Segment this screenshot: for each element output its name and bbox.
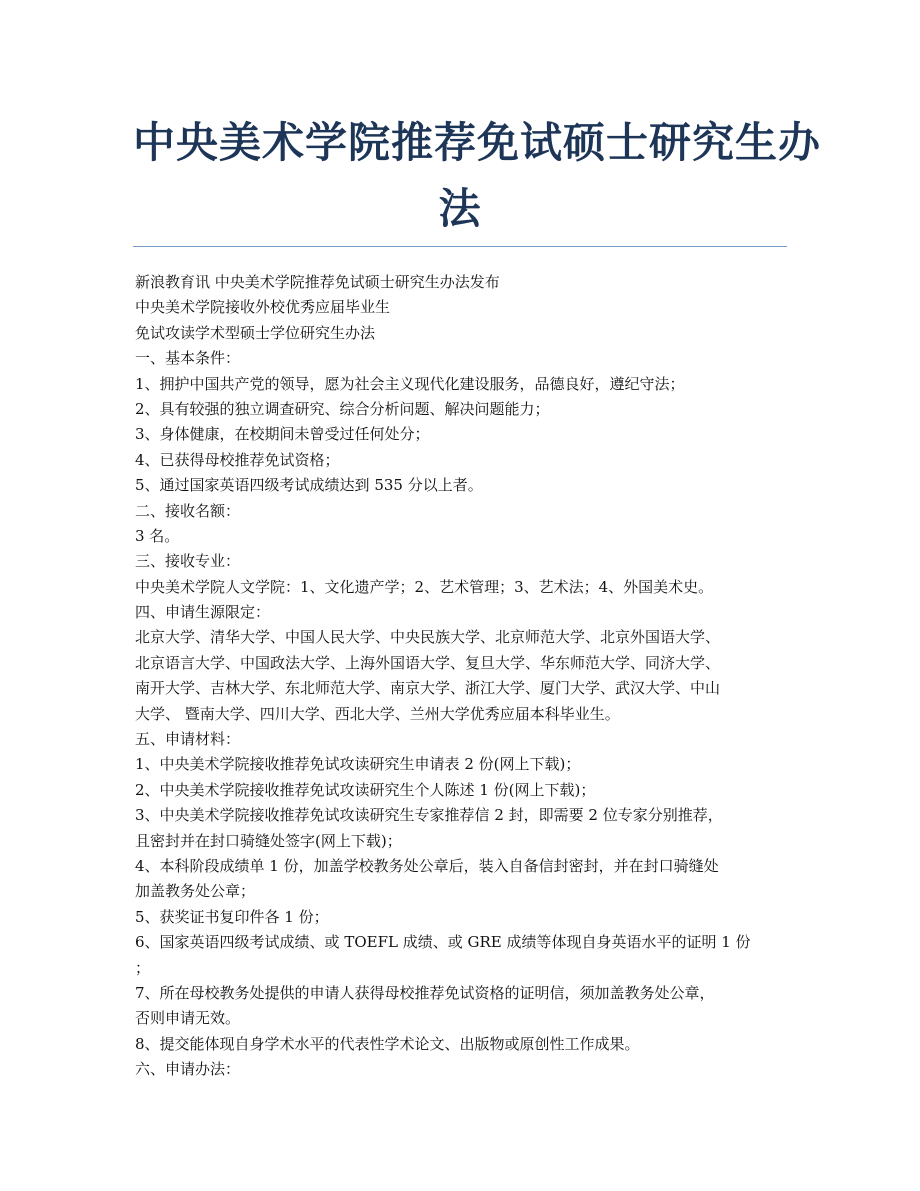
- body-line: 4、已获得母校推荐免试资格；: [135, 450, 340, 469]
- body-line: 免试攻读学术型硕士学位研究生办法: [135, 323, 376, 342]
- body-line: 北京语言大学、中国政法大学、上海外国语大学、复旦大学、华东师范大学、同济大学、: [135, 653, 721, 672]
- body-line: 南开大学、吉林大学、东北师范大学、南京大学、浙江大学、厦门大学、武汉大学、中山: [135, 679, 721, 698]
- body-line: 2、具有较强的独立调查研究、综合分析问题、解决问题能力；: [135, 399, 550, 418]
- body-line: 中央美术学院人文学院：1、文化遗产学；2、艺术管理；3、艺术法；4、外国美术史。: [135, 577, 714, 596]
- body-line: 1、中央美术学院接收推荐免试攻读研究生申请表 2 份(网上下载)；: [135, 755, 581, 774]
- document-body: [135, 270, 787, 1083]
- body-line: 加盖教务处公章；: [135, 882, 256, 901]
- section-heading: 六、申请办法：: [135, 1060, 241, 1079]
- body-line: 新浪教育讯 中央美术学院推荐免试硕士研究生办法发布: [135, 273, 500, 291]
- document-title: [133, 110, 822, 242]
- body-line: 8、提交能体现自身学术水平的代表性学术论文、出版物或原创性工作成果。: [135, 1034, 640, 1053]
- body-line: 3 名。: [135, 526, 180, 545]
- section-heading: 一、基本条件：: [135, 349, 241, 368]
- body-line: 3、身体健康，在校期间未曾受过任何处分；: [135, 425, 430, 444]
- body-line: 北京大学、清华大学、中国人民大学、中央民族大学、北京师范大学、北京外国语大学、: [135, 628, 721, 647]
- body-line: 5、通过国家英语四级考试成绩达到 535 分以上者。: [135, 476, 483, 495]
- title-line-2: 法: [438, 184, 482, 233]
- body-line: 5、获奖证书复印件各 1 份；: [135, 907, 329, 926]
- body-line: 6、国家英语四级考试成绩、或 TOEFL 成绩、或 GRE 成绩等体现自身英语水平的证明 1 份: [135, 933, 751, 952]
- body-line: 大学、 暨南大学、四川大学、西北大学、兰州大学优秀应届本科毕业生。: [135, 704, 620, 723]
- body-line: 否则申请无效。: [135, 1009, 241, 1028]
- title-divider: [133, 246, 787, 247]
- body-line: 4、本科阶段成绩单 1 份，加盖学校教务处公章后，装入自备信封密封，并在封口骑缝处: [135, 856, 719, 875]
- section-heading: 二、接收名额：: [135, 501, 241, 520]
- body-line: 中央美术学院接收外校优秀应届毕业生: [135, 298, 391, 317]
- body-line: 3、中央美术学院接收推荐免试攻读研究生专家推荐信 2 封，即需要 2 位专家分别推荐，: [135, 806, 723, 825]
- title-line-1: 中央美术学院推荐免试硕士研究生办: [133, 118, 822, 167]
- body-line: 且密封并在封口骑缝处签字(网上下载)；: [135, 831, 402, 850]
- section-heading: 五、申请材料：: [135, 730, 241, 749]
- body-line: ；: [135, 958, 151, 977]
- body-line: 2、中央美术学院接收推荐免试攻读研究生个人陈述 1 份(网上下载)；: [135, 780, 596, 799]
- body-line: 7、所在母校教务处提供的申请人获得母校推荐免试资格的证明信，须加盖教务处公章，: [135, 983, 715, 1002]
- body-line: 1、拥护中国共产党的领导，愿为社会主义现代化建设服务，品德良好，遵纪守法；: [135, 374, 685, 393]
- section-heading: 三、接收专业：: [135, 552, 241, 571]
- section-heading: 四、申请生源限定：: [135, 603, 271, 622]
